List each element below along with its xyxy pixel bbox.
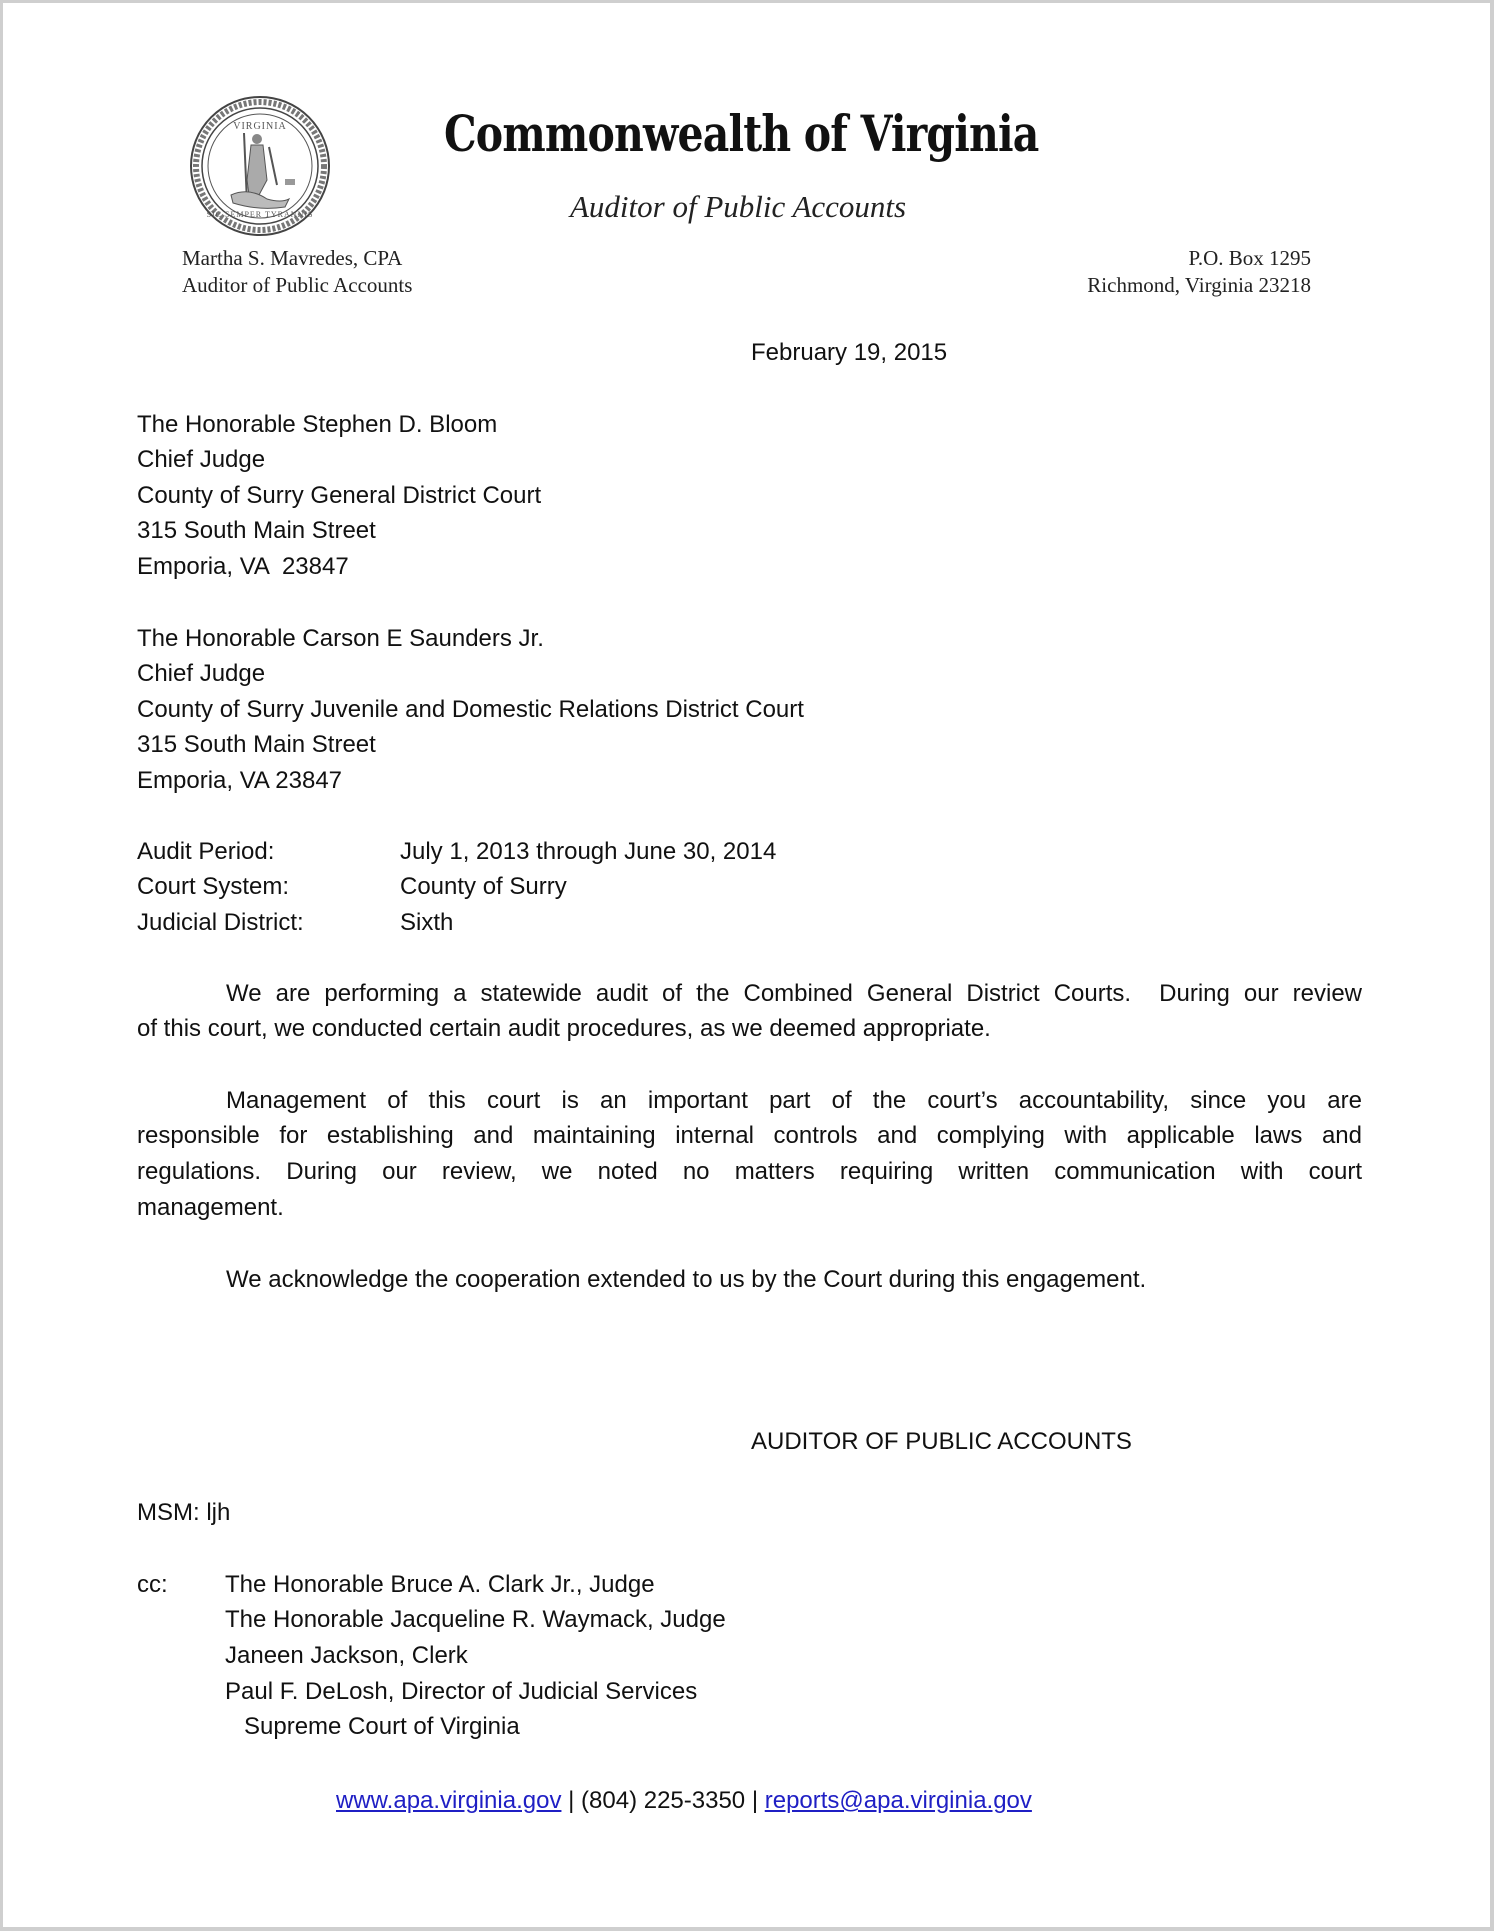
mailing-address-line1: P.O. Box 1295 (1188, 246, 1311, 270)
paragraph2-line: management. (137, 1194, 284, 1221)
cc-recipient: The Honorable Bruce A. Clark Jr., Judge (225, 1571, 655, 1598)
recipient1-line: Emporia, VA 23847 (137, 553, 349, 580)
recipient2-line: The Honorable Carson E Saunders Jr. (137, 625, 544, 652)
recipient2-line: Emporia, VA 23847 (137, 767, 343, 794)
judicial-district-value: Sixth (400, 909, 454, 936)
paragraph1-line: We are performing a statewide audit of the Combined General District Courts. During our review (226, 980, 1362, 1007)
footer-separator: | (568, 1787, 575, 1814)
website-link[interactable]: www.apa.virginia.gov (336, 1787, 562, 1814)
letterhead-subtitle: Auditor of Public Accounts (570, 189, 907, 224)
cc-recipient: Paul F. DeLosh, Director of Judicial Services (225, 1678, 698, 1705)
auditor-title: Auditor of Public Accounts (182, 273, 413, 297)
recipient2-line: County of Surry Juvenile and Domestic Relations District Court (137, 696, 804, 723)
recipient1-line: 315 South Main Street (137, 517, 376, 544)
mailing-address-line2: Richmond, Virginia 23218 (1087, 273, 1311, 297)
court-system-value: County of Surry (400, 873, 567, 900)
cc-recipient: The Honorable Jacqueline R. Waymack, Judge (225, 1606, 726, 1633)
cc-recipient-sub: Supreme Court of Virginia (244, 1713, 520, 1740)
footer-phone: (804) 225-3350 (581, 1787, 746, 1814)
judicial-district-label: Judicial District: (137, 909, 304, 936)
paragraph2-line: responsible for establishing and maintaining internal controls and complying with applicable laws and (137, 1122, 1362, 1149)
paragraph2-line: Management of this court is an important part of the court’s accountability, since you are (226, 1087, 1362, 1114)
recipient1-line: Chief Judge (137, 446, 266, 473)
audit-period-label: Audit Period: (137, 838, 275, 865)
court-system-label: Court System: (137, 873, 290, 900)
recipient1-line: County of Surry General District Court (137, 482, 542, 509)
letterhead-title: Commonwealth of Virginia (444, 104, 1039, 163)
paragraph3-line: We acknowledge the cooperation extended to us by the Court during this engagement. (226, 1266, 1147, 1293)
auditor-name: Martha S. Mavredes, CPA (182, 246, 403, 270)
recipient2-line: Chief Judge (137, 660, 266, 687)
letter-date: February 19, 2015 (751, 339, 948, 366)
svg-text:SIC SEMPER TYRANNIS: SIC SEMPER TYRANNIS (206, 210, 314, 219)
footer-separator: | (751, 1787, 759, 1814)
signature-block: AUDITOR OF PUBLIC ACCOUNTS (751, 1428, 1132, 1455)
audit-period-value: July 1, 2013 through June 30, 2014 (400, 838, 777, 865)
cc-recipient: Janeen Jackson, Clerk (225, 1642, 468, 1669)
virginia-seal-icon (189, 95, 331, 237)
paragraph1-line: of this court, we conducted certain audit procedures, as we deemed appropriate. (137, 1015, 991, 1042)
cc-label: cc: (137, 1571, 168, 1598)
email-link[interactable]: reports@apa.virginia.gov (764, 1787, 1032, 1814)
reference-initials: MSM: ljh (137, 1499, 231, 1526)
recipient1-line: The Honorable Stephen D. Bloom (137, 411, 498, 438)
footer-contact (336, 1786, 1032, 1816)
paragraph2-line: regulations. During our review, we noted no matters requiring written communication with court (137, 1158, 1362, 1185)
svg-text:VIRGINIA: VIRGINIA (233, 121, 287, 132)
recipient2-line: 315 South Main Street (137, 731, 376, 758)
